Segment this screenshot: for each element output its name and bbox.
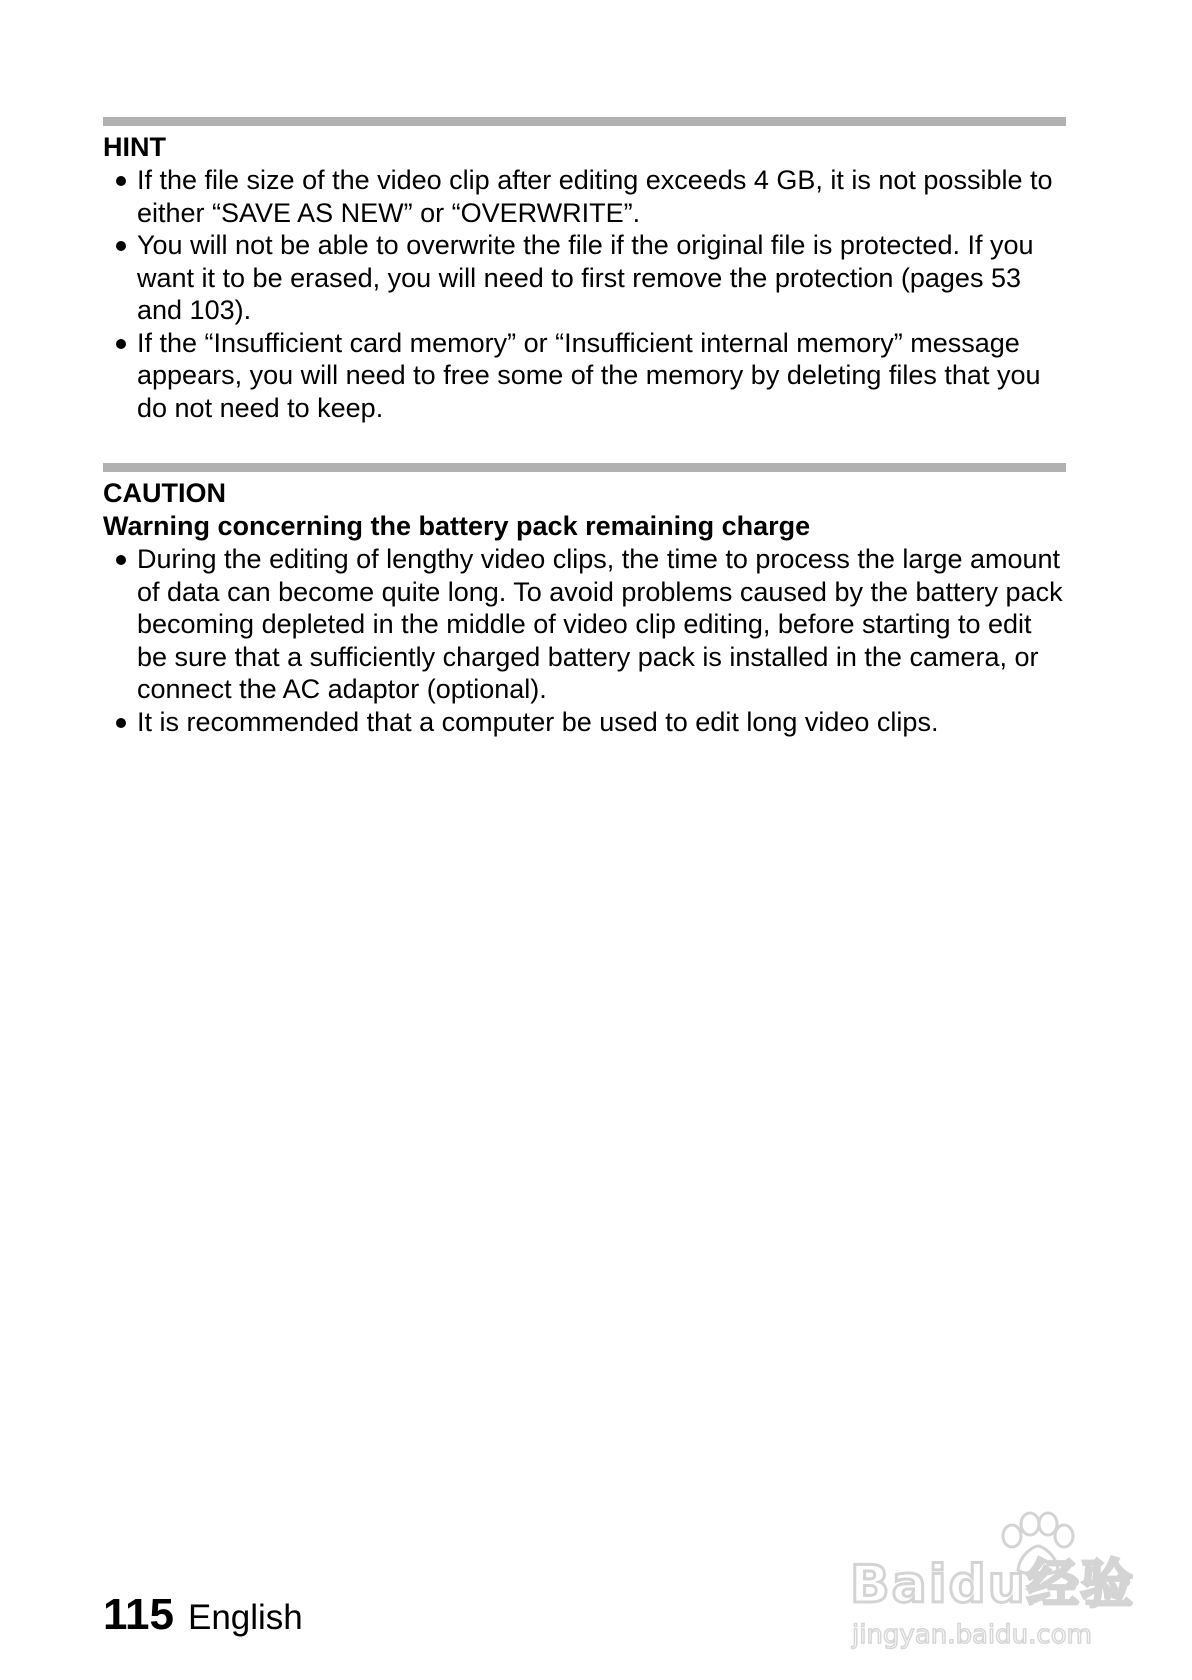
bullet-icon — [116, 718, 126, 728]
watermark-brand: Baidu经验 — [850, 1555, 1135, 1615]
caution-item-text: During the editing of lengthy video clips, the time to process the large amount of data can become quite long. To avoid problems caused by the battery pack becoming depleted in the middle of video clip editing, before starting to edit be sure that a sufficiently charged battery pack is installed in the camera, or connect the AC adaptor (optional). — [137, 544, 1063, 704]
paw-icon — [990, 1510, 1080, 1580]
page-number: 115 — [103, 1590, 174, 1639]
caution-heading: CAUTION — [103, 478, 226, 508]
caution-subheading: Warning concerning the battery pack remaining charge — [103, 511, 811, 541]
hint-heading: HINT — [103, 132, 166, 162]
hint-item-text: You will not be able to overwrite the file if the original file is protected. If you want it to be erased, you will need to first remove the protection (pages 53 and 103). — [137, 230, 1034, 325]
hint-item-2 — [103, 229, 1066, 327]
bullet-icon — [116, 176, 126, 186]
watermark-url: jingyan.baidu.com — [852, 1620, 1092, 1650]
caution-item-2 — [103, 706, 1066, 739]
page-language: English — [187, 1598, 303, 1637]
caution-item-1 — [103, 543, 1066, 706]
hint-item-text: If the “Insufficient card memory” or “Insufficient internal memory” message appears, you will need to free some of the memory by deleting files that you do not need to keep. — [137, 327, 1041, 423]
hint-item-1 — [103, 164, 1066, 229]
bullet-icon — [116, 339, 126, 349]
bullet-icon — [116, 241, 126, 251]
hint-item-text: If the file size of the video clip after editing exceeds 4 GB, it is not possible to either “SAVE AS NEW” or “OVERWRITE”. — [137, 165, 1053, 228]
hint-divider — [103, 117, 1066, 126]
page-footer — [103, 1590, 303, 1643]
caution-section — [103, 477, 1066, 738]
hint-item-3 — [103, 327, 1066, 425]
bullet-icon — [116, 555, 126, 565]
caution-divider — [103, 463, 1066, 472]
baidu-watermark — [850, 1510, 1140, 1660]
caution-item-text: It is recommended that a computer be used to edit long video clips. — [137, 706, 939, 737]
hint-list — [103, 164, 1066, 424]
caution-list — [103, 543, 1066, 738]
hint-section — [103, 131, 1066, 424]
